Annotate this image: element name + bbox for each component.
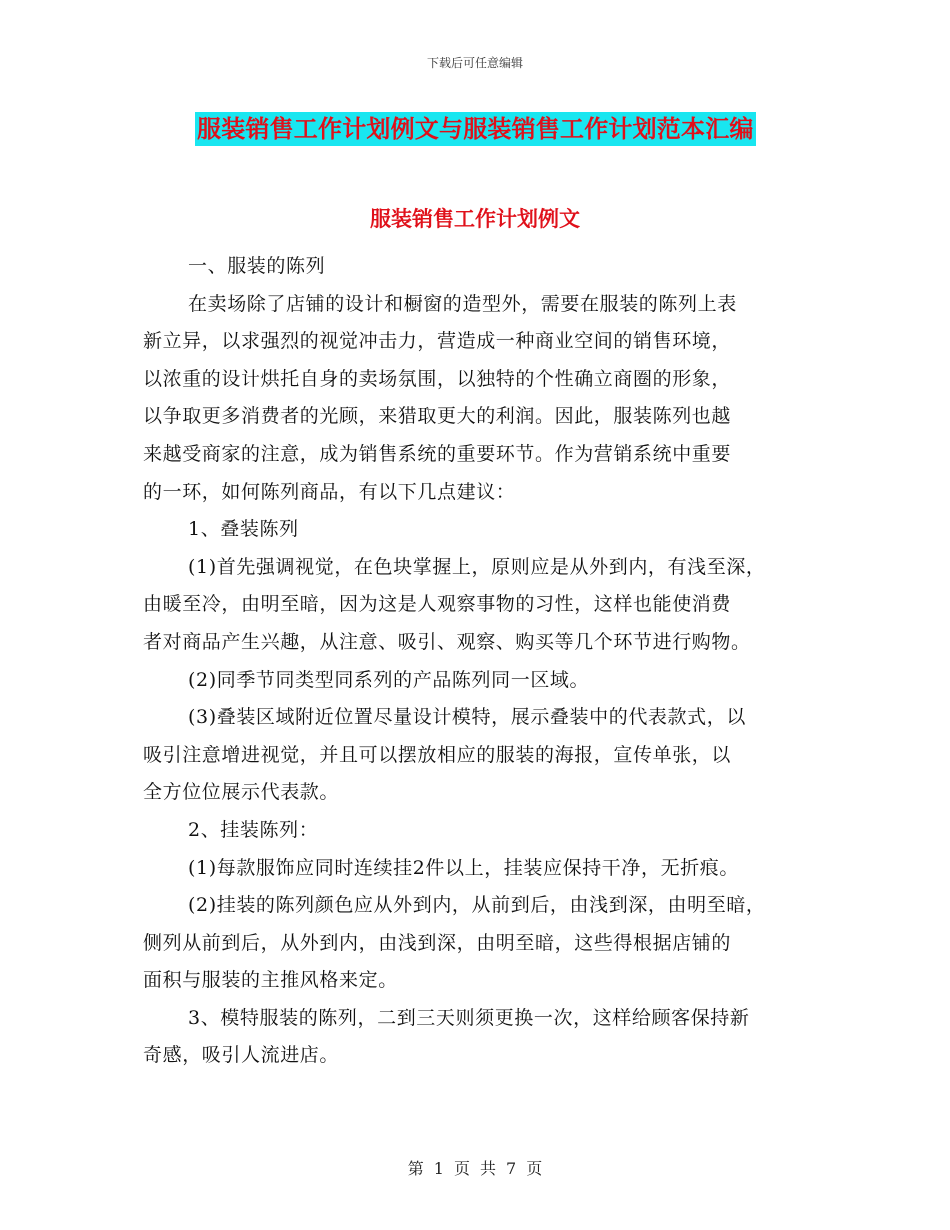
body-text [143,248,833,1075]
paragraph-line: (2)挂装的陈列颜色应从外到内，从前到后，由浅到深，由明至暗， [188,894,766,917]
total-unit: 页 [526,1159,543,1178]
paragraph-line: 吸引注意增进视觉，并且可以摆放相应的服装的海报，宣传单张，以 [143,743,732,766]
page-number: 1 [433,1159,444,1178]
subheading-hanging: 2、挂装陈列： [188,818,319,841]
paragraph-line: 的一环，如何陈列商品，有以下几点建议： [143,480,516,503]
page-footer [0,1156,950,1179]
paragraph-line: 奇感，吸引人流进店。 [143,1044,340,1067]
section-title: 服装销售工作计划例文 [370,207,580,231]
paragraph-line: 以争取更多消费者的光顾，来猎取更大的利润。因此，服装陈列也越 [143,405,732,428]
paragraph-line: 3、模特服装的陈列，二到三天则须更换一次，这样给顾客保持新 [188,1006,750,1029]
paragraph-line: 由暖至冷，由明至暗，因为这是人观察事物的习性，这样也能使消费 [143,593,732,616]
total-pages: 7 [506,1159,517,1178]
heading-display: 一、服装的陈列 [188,255,326,277]
paragraph-line: 来越受商家的注意，成为销售系统的重要环节。作为营销系统中重要 [143,442,732,465]
paragraph-line: (3)叠装区域附近位置尽量设计模特，展示叠装中的代表款式，以 [188,706,746,729]
document-title: 服装销售工作计划例文与服装销售工作计划范本汇编 [195,112,756,146]
paragraph-line: 以浓重的设计烘托自身的卖场氛围，以独特的个性确立商圈的形象， [143,367,732,390]
page-unit: 页 [453,1159,470,1178]
header-note: 下载后可任意编辑 [426,56,523,70]
paragraph-line: 新立异，以求强烈的视觉冲击力，营造成一种商业空间的销售环境， [143,330,732,353]
paragraph-line: 侧列从前到后，从外到内，由浅到深，由明至暗，这些得根据店铺的 [143,931,732,954]
paragraph-line: (1)每款服饰应同时连续挂2件以上，挂装应保持干净，无折痕。 [188,856,740,879]
page-label: 第 [407,1159,424,1178]
paragraph-line: (1)首先强调视觉，在色块掌握上，原则应是从外到内，有浅至深， [188,555,766,578]
paragraph-line: 面积与服装的主推风格来定。 [143,969,398,992]
paragraph-line: (2)同季节同类型同系列的产品陈列同一区域。 [188,668,590,691]
subheading-folded: 1、叠装陈列 [188,518,299,541]
paragraph-line: 者对商品产生兴趣，从注意、吸引、观察、购买等几个环节进行购物。 [143,630,751,653]
paragraph-line: 全方位位展示代表款。 [143,781,340,804]
total-label: 共 [480,1159,497,1178]
paragraph-line: 在卖场除了店铺的设计和橱窗的造型外，需要在服装的陈列上表 [188,292,737,315]
